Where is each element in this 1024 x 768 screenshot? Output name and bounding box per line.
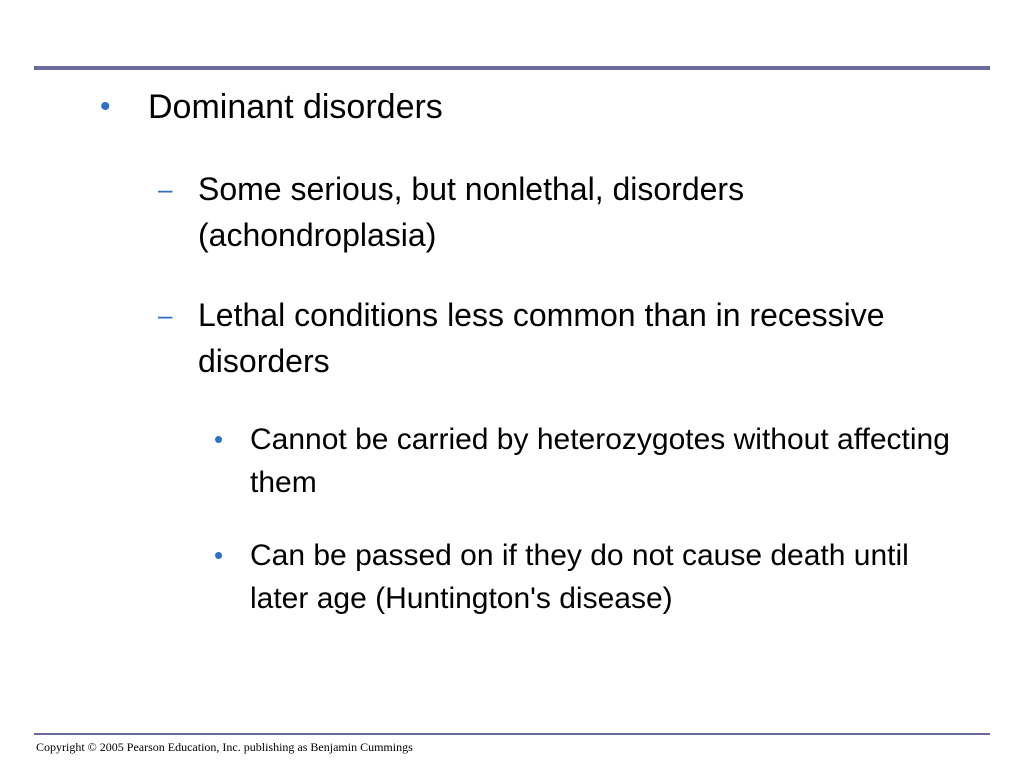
bullet-text: Can be passed on if they do not cause death until later age (Huntington's disease): [250, 539, 909, 615]
bullet-marker: •: [214, 424, 224, 454]
bullet-text: Lethal conditions less common than in recessive disorders: [198, 297, 885, 379]
sub-sub-bullet-later-age: [214, 534, 974, 620]
bullet-text: Cannot be carried by heterozygotes without affecting them: [250, 423, 950, 499]
bullet-text: Dominant disorders: [148, 88, 443, 126]
bullet-marker: •: [214, 540, 224, 570]
dash-marker: –: [158, 300, 173, 330]
bullet-text: Some serious, but nonlethal, disorders (achondroplasia): [198, 171, 745, 253]
sub-bullet-lethal: [158, 292, 938, 384]
top-divider: [34, 66, 990, 70]
bullet-dominant-disorders: [100, 86, 980, 128]
dash-marker: –: [158, 174, 173, 204]
bottom-divider: [34, 733, 990, 735]
sub-sub-bullet-heterozygotes: [214, 418, 974, 504]
sub-bullet-nonlethal: [158, 166, 938, 258]
copyright-footer: Copyright © 2005 Pearson Education, Inc. publishing as Benjamin Cummings: [36, 740, 413, 754]
bullet-marker: •: [100, 90, 111, 123]
